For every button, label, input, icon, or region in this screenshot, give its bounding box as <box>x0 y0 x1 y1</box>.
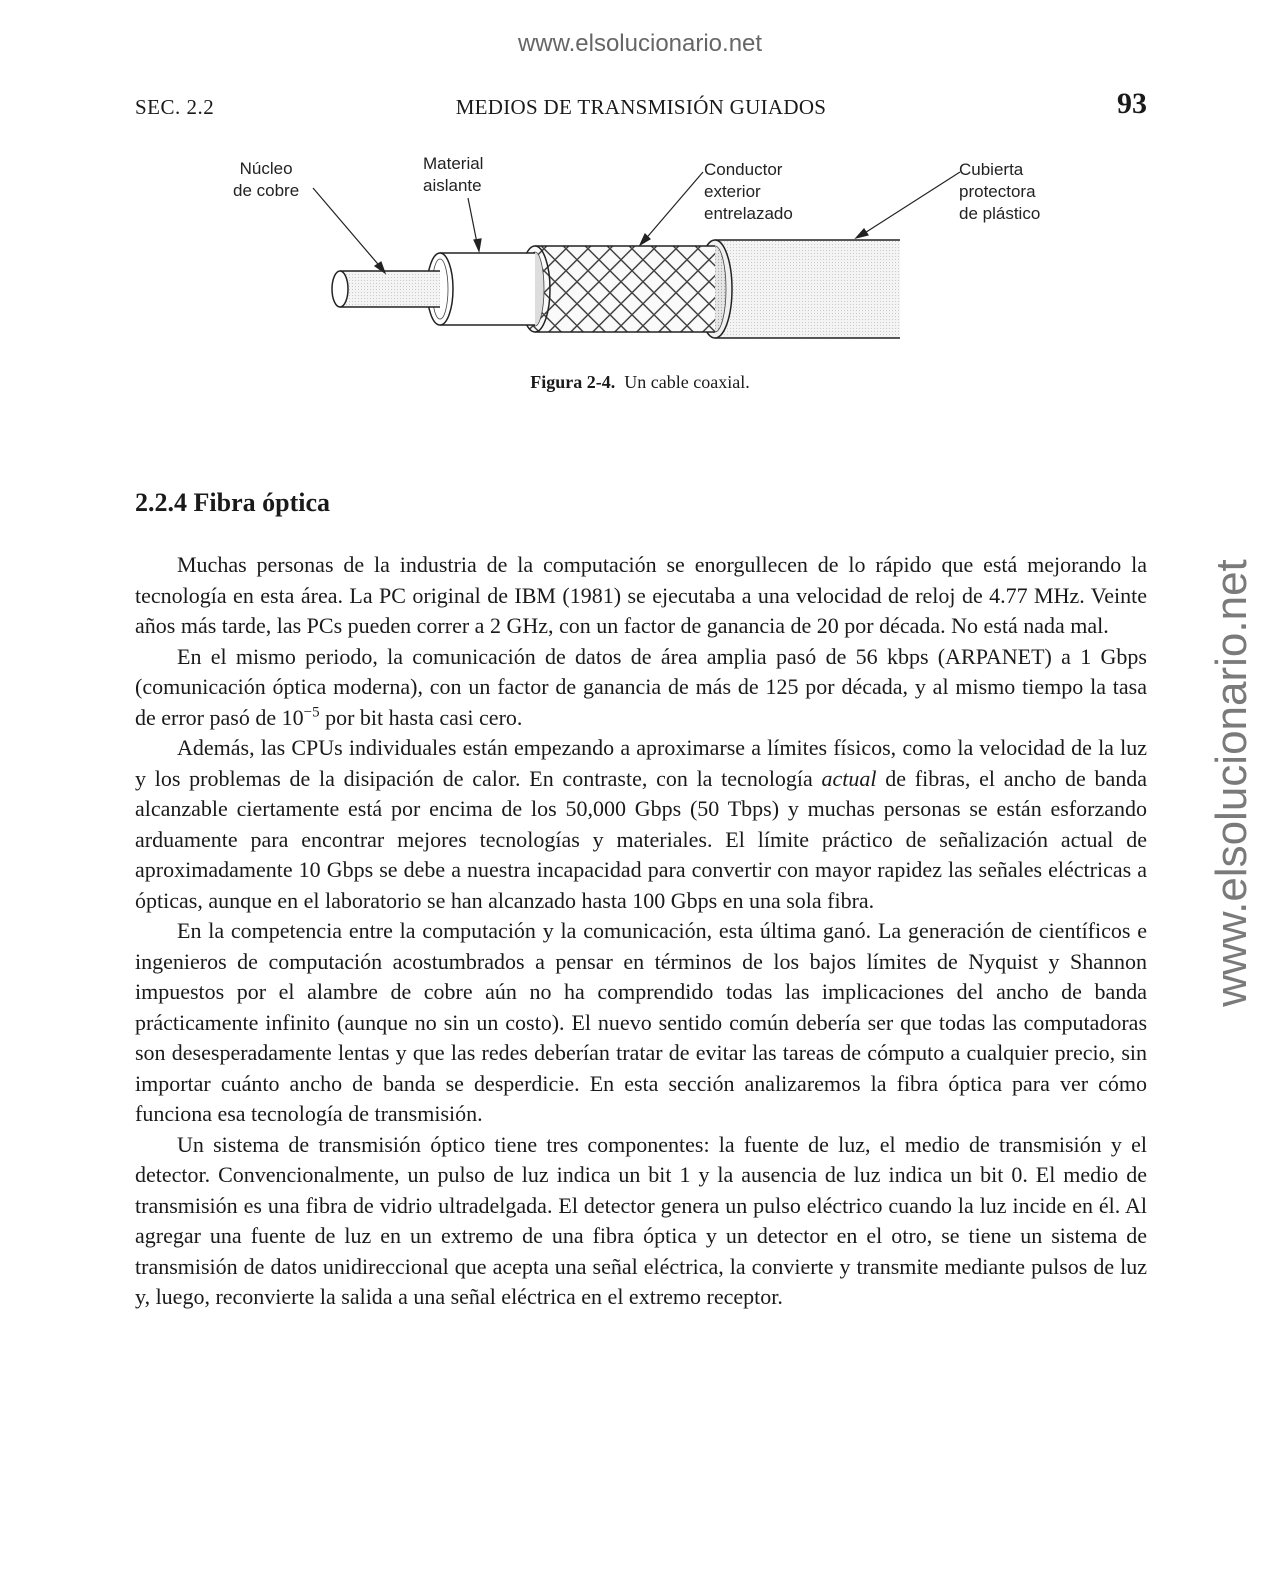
section-number: SEC. 2.2 <box>135 95 215 119</box>
paragraph-2: En el mismo periodo, la comunicación de datos de área amplia pasó de 56 kbps (ARPANET) a 1 Gbps (comunicación óptica moderna), con un factor de ganancia de más de 125 por década, y al mismo tiempo la tasa de error pasó de $10^{-5}$ por bit hasta casi cero. <box>135 643 1147 730</box>
figure-caption-text: Un cable coaxial. <box>624 372 750 392</box>
coaxial-cable-diagram <box>225 150 1065 350</box>
label-insulation: Material aislante <box>423 154 484 195</box>
paragraph-4: En la competencia entre la computación y la comunicación, esta última ganó. La generación de científicos e ingenieros de computación acostumbrados a pensar en términos de los bajos límites de Nyquist y Shannon impuestos por el alambre de cobre aún no ha comprendido todas las implicaciones del ancho de banda prácticamente infinito (aunque no sin un costo). El nuevo sentido común debería ser que todas las computadoras son desesperadamente lentas y que las redes deberían tratar de evitar las tareas de cómputo a cualquier precio, sin importar cuánto ancho de banda se desperdicie. En esta sección analizaremos la fibra óptica para ver cómo funciona esa tecnología de transmisión. <box>135 918 1147 1126</box>
coaxial-cable-figure <box>225 150 1065 350</box>
label-braided-conductor: Conductor exterior entrelazado <box>704 160 793 223</box>
label-copper-core: Núcleo de cobre <box>233 159 300 200</box>
chapter-section-title: MEDIOS DE TRANSMISIÓN GUIADOS <box>455 95 827 119</box>
plastic-jacket <box>698 240 900 338</box>
body-text <box>135 550 1147 1313</box>
paragraph-3: Además, las CPUs individuales están empezando a aproximarse a límites físicos, como la velocidad de la luz y los problemas de la disipación de calor. En contraste, con la tecnología actual de fibras, el ancho de banda alcanzable ciertamente está por encima de los 50,000 Gbps (50 Tbps) y muchas personas se están esforzando arduamente para encontrar mejores tecnologías y materiales. El límite práctico de señalización actual de aproximadamente 10 Gbps se debe a nuestra incapacidad para convertir con mayor rapidez las señales eléctricas a ópticas, aunque en el laboratorio se han alcanzado hasta 100 Gbps en una sola fibra. <box>135 735 1147 913</box>
running-head <box>135 87 1147 125</box>
emphasis-actual: actual <box>821 765 877 791</box>
paragraph-1: Muchas personas de la industria de la computación se enorgullecen de lo rápido que está mejorando la tecnología en esta área. La PC original de IBM (1981) se ejecutaba a una velocidad de reloj de 4.77 MHz. Veinte años más tarde, las PCs pueden correr a 2 GHz, con un factor de ganancia de 20 por década. No está nada mal. <box>135 552 1147 638</box>
insulation <box>427 253 535 325</box>
paragraph-5: Un sistema de transmisión óptico tiene tres componentes: la fuente de luz, el medio de transmisión y el detector. Convencionalmente, un pulso de luz indica un bit 1 y la ausencia de luz indica un bit 0. El medio de transmisión es una fibra de vidrio ultradelgada. El detector genera un pulso eléctrico cuando la luz incide en él. Al agregar una fuente de luz en un extremo de una fibra óptica y un detector en el otro, se tiene un sistema de transmisión de datos unidireccional que acepta una señal eléctrica, la convierte y transmite mediante pulsos de luz y, luego, reconvierte la salida a una señal eléctrica en el extremo receptor. <box>135 1131 1147 1309</box>
section-heading: 2.2.4 Fibra óptica <box>135 488 330 517</box>
figure-caption <box>0 372 1280 393</box>
page-number: 93 <box>1117 87 1147 120</box>
superscript-exponent: −5 <box>303 704 320 721</box>
label-plastic-jacket: Cubierta protectora de plástico <box>959 160 1041 223</box>
figure-caption-label: Figura 2-4. <box>530 372 616 392</box>
copper-core <box>332 271 440 307</box>
watermark-top: www.elsolucionario.net <box>517 30 763 57</box>
braided-conductor <box>520 246 715 332</box>
watermark-side: www.elsolucionario.net <box>1207 559 1256 1007</box>
